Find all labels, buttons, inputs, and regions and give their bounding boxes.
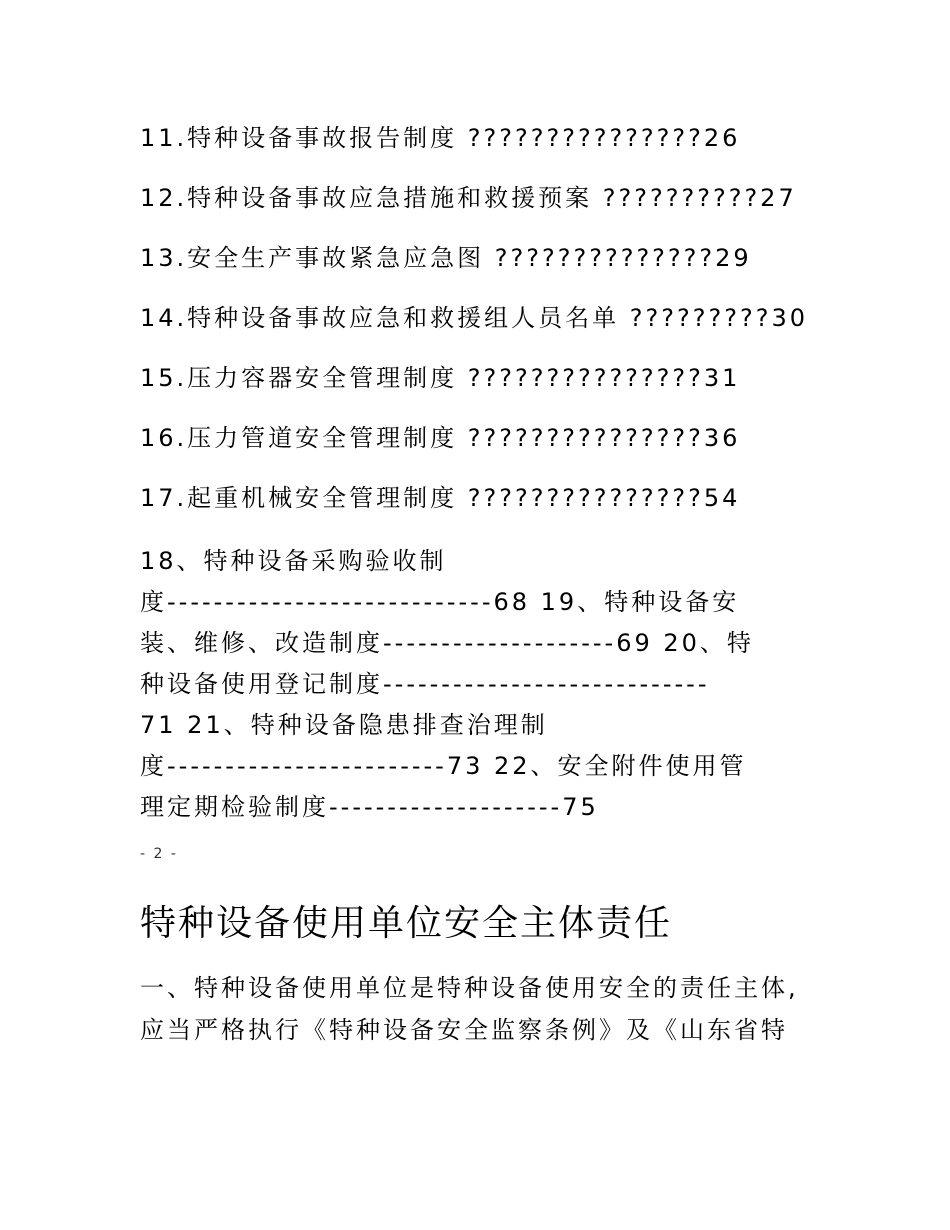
toc-entry-14: 14.特种设备事故应急和救援组人员名单 ?????????30 [140,304,808,332]
page-number: - 2 - [140,846,178,862]
toc-wrapped-line: 装、维修、改造制度--------------------69 20、特 [140,629,754,657]
toc-entry-12: 12.特种设备事故应急措施和救援预案 ??????????27 [140,184,797,212]
paragraph-line: 应当严格执行《特种设备安全监察条例》及《山东省特 [140,1016,788,1044]
toc-wrapped-entries [140,541,808,828]
document-page [140,0,820,1230]
toc-wrapped-line: 71 21、特种设备隐患排查治理制 [140,711,548,739]
toc-entry-15: 15.压力容器安全管理制度 ???????????????31 [140,364,741,392]
paragraph-line: 一、特种设备使用单位是特种设备使用安全的责任主体, [140,974,799,1002]
toc-entry-16: 16.压力管道安全管理制度 ???????????????36 [140,424,741,452]
toc-entry-13: 13.安全生产事故紧急应急图 ??????????????29 [140,244,752,272]
toc-entry-17: 17.起重机械安全管理制度 ???????????????54 [140,484,741,512]
toc-entry-11: 11.特种设备事故报告制度 ???????????????26 [140,124,741,152]
toc-wrapped-line: 度------------------------73 22、安全附件使用管 [140,752,747,780]
section-title: 特种设备使用单位安全主体责任 [140,903,673,944]
toc-wrapped-line: 理定期检验制度--------------------75 [140,793,599,821]
toc-wrapped-line: 种设备使用登记制度---------------------------- [140,670,710,698]
toc-wrapped-line: 度----------------------------68 19、特种设备安 [140,588,740,616]
body-paragraph [140,967,830,1051]
toc-wrapped-line: 18、特种设备采购验收制 [140,547,447,575]
